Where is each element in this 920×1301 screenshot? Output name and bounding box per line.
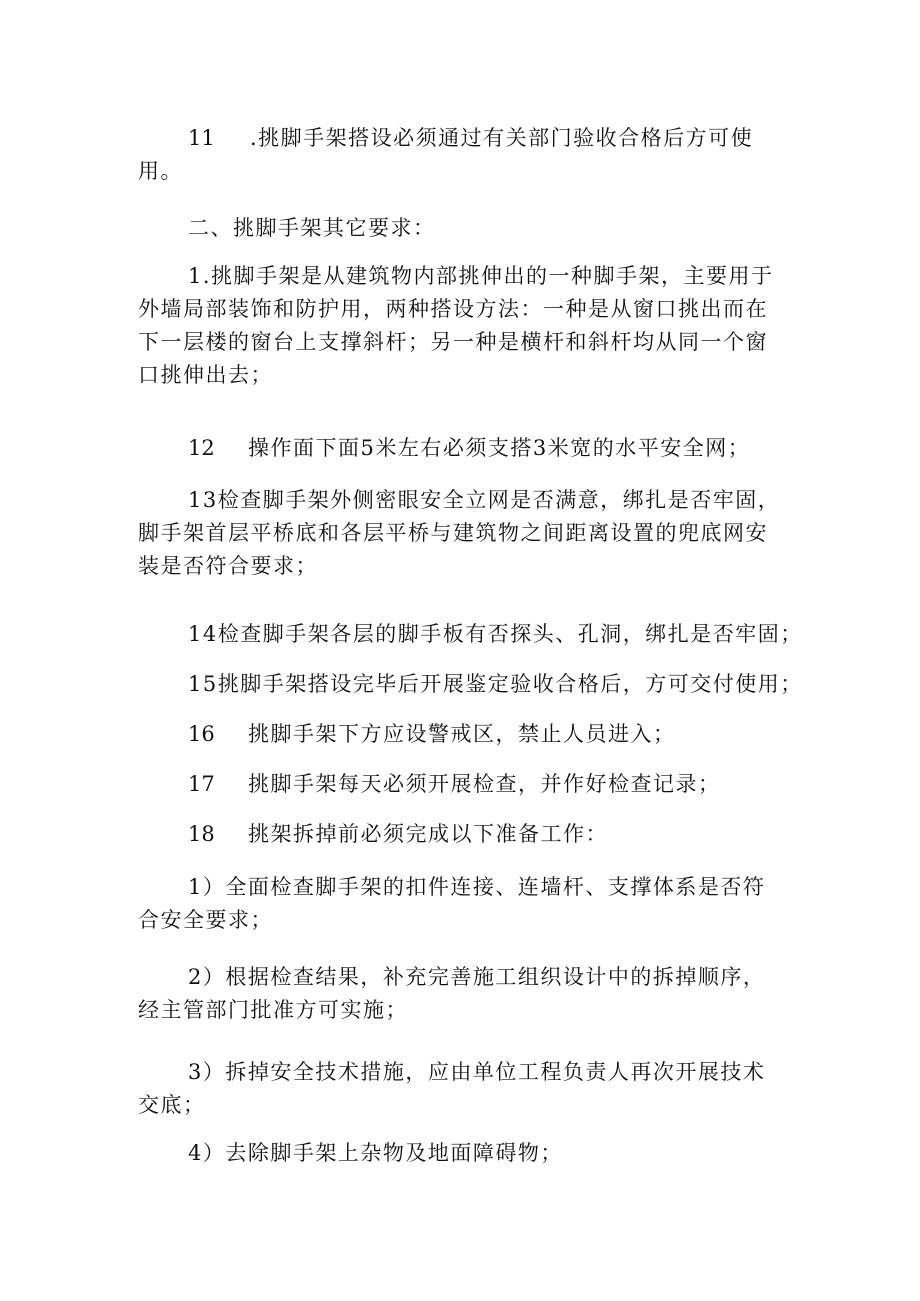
- paragraph-text: 3）拆掉安全技术措施，应由单位工程负责人再次开展技术: [188, 1060, 766, 1084]
- paragraph-text: 4）去除脚手架上杂物及地面障碍物；: [188, 1141, 563, 1165]
- heading-text: 二、挑脚手架其它要求：: [188, 216, 436, 240]
- section-heading: [138, 212, 788, 245]
- paragraph-text: 挑脚手架下方应设警戒区，禁止人员进入；: [248, 722, 676, 746]
- item-number: 16: [188, 722, 215, 746]
- paragraph-text: 挑脚手架每天必须开展检查，并作好检查记录；: [248, 772, 721, 796]
- paragraph-12: [138, 432, 788, 465]
- sub-item-2: [138, 961, 788, 1027]
- paragraph-text: 15挑脚手架搭设完毕后开展鉴定验收合格后，方可交付使用；: [188, 672, 803, 696]
- paragraph-15: [138, 668, 803, 701]
- paragraph-text: 合安全要求；: [138, 908, 273, 932]
- paragraph-text: 交底；: [138, 1093, 206, 1117]
- item-number: 18: [188, 822, 215, 846]
- sub-item-1: [138, 871, 788, 937]
- paragraph-18: [138, 818, 788, 851]
- paragraph-text: 装是否符合要求；: [138, 554, 318, 578]
- paragraph-text: 操作面下面5米左右必须支搭3米宽的水平安全网；: [248, 436, 751, 460]
- paragraph-text: 13检查脚手架外侧密眼安全立网是否满意，绑扎是否牢固，: [188, 488, 781, 512]
- paragraph-text: 用。: [138, 159, 183, 183]
- paragraph-16: [138, 718, 788, 751]
- paragraph-1: [138, 260, 788, 392]
- paragraph-text: .挑脚手架搭设必须通过有关部门验收合格后方可使: [250, 126, 754, 150]
- paragraph-17: [138, 768, 788, 801]
- item-number: 11: [188, 126, 215, 150]
- paragraph-text: 1.挑脚手架是从建筑物内部挑伸出的一种脚手架，主要用于: [188, 264, 774, 288]
- paragraph-text: 经主管部门批准方可实施；: [138, 998, 408, 1022]
- sub-item-4: [138, 1137, 788, 1170]
- paragraph-text: 1）全面检查脚手架的扣件连接、连墙杆、支撑体系是否符: [188, 875, 766, 899]
- paragraph-11: [138, 122, 788, 188]
- paragraph-text: 挑架拆掉前必须完成以下准备工作：: [248, 822, 608, 846]
- paragraph-text: 脚手架首层平桥底和各层平桥与建筑物之间距离设置的兜底网安: [138, 521, 768, 545]
- paragraph-13: [138, 484, 788, 583]
- paragraph-text: 外墙局部装饰和防护用，两种搭设方法：一种是从窗口挑出而在: [138, 297, 768, 321]
- paragraph-text: 下一层楼的窗台上支撑斜杆；另一种是横杆和斜杆均从同一个窗: [138, 330, 768, 354]
- paragraph-text: 口挑伸出去；: [138, 363, 273, 387]
- paragraph-14: [138, 618, 803, 651]
- sub-item-3: [138, 1056, 788, 1122]
- item-number: 12: [188, 436, 215, 460]
- paragraph-text: 14检查脚手架各层的脚手板有否探头、孔洞，绑扎是否牢固；: [188, 622, 803, 646]
- paragraph-text: 2）根据检查结果，补充完善施工组织设计中的拆掉顺序，: [188, 965, 766, 989]
- item-number: 17: [188, 772, 215, 796]
